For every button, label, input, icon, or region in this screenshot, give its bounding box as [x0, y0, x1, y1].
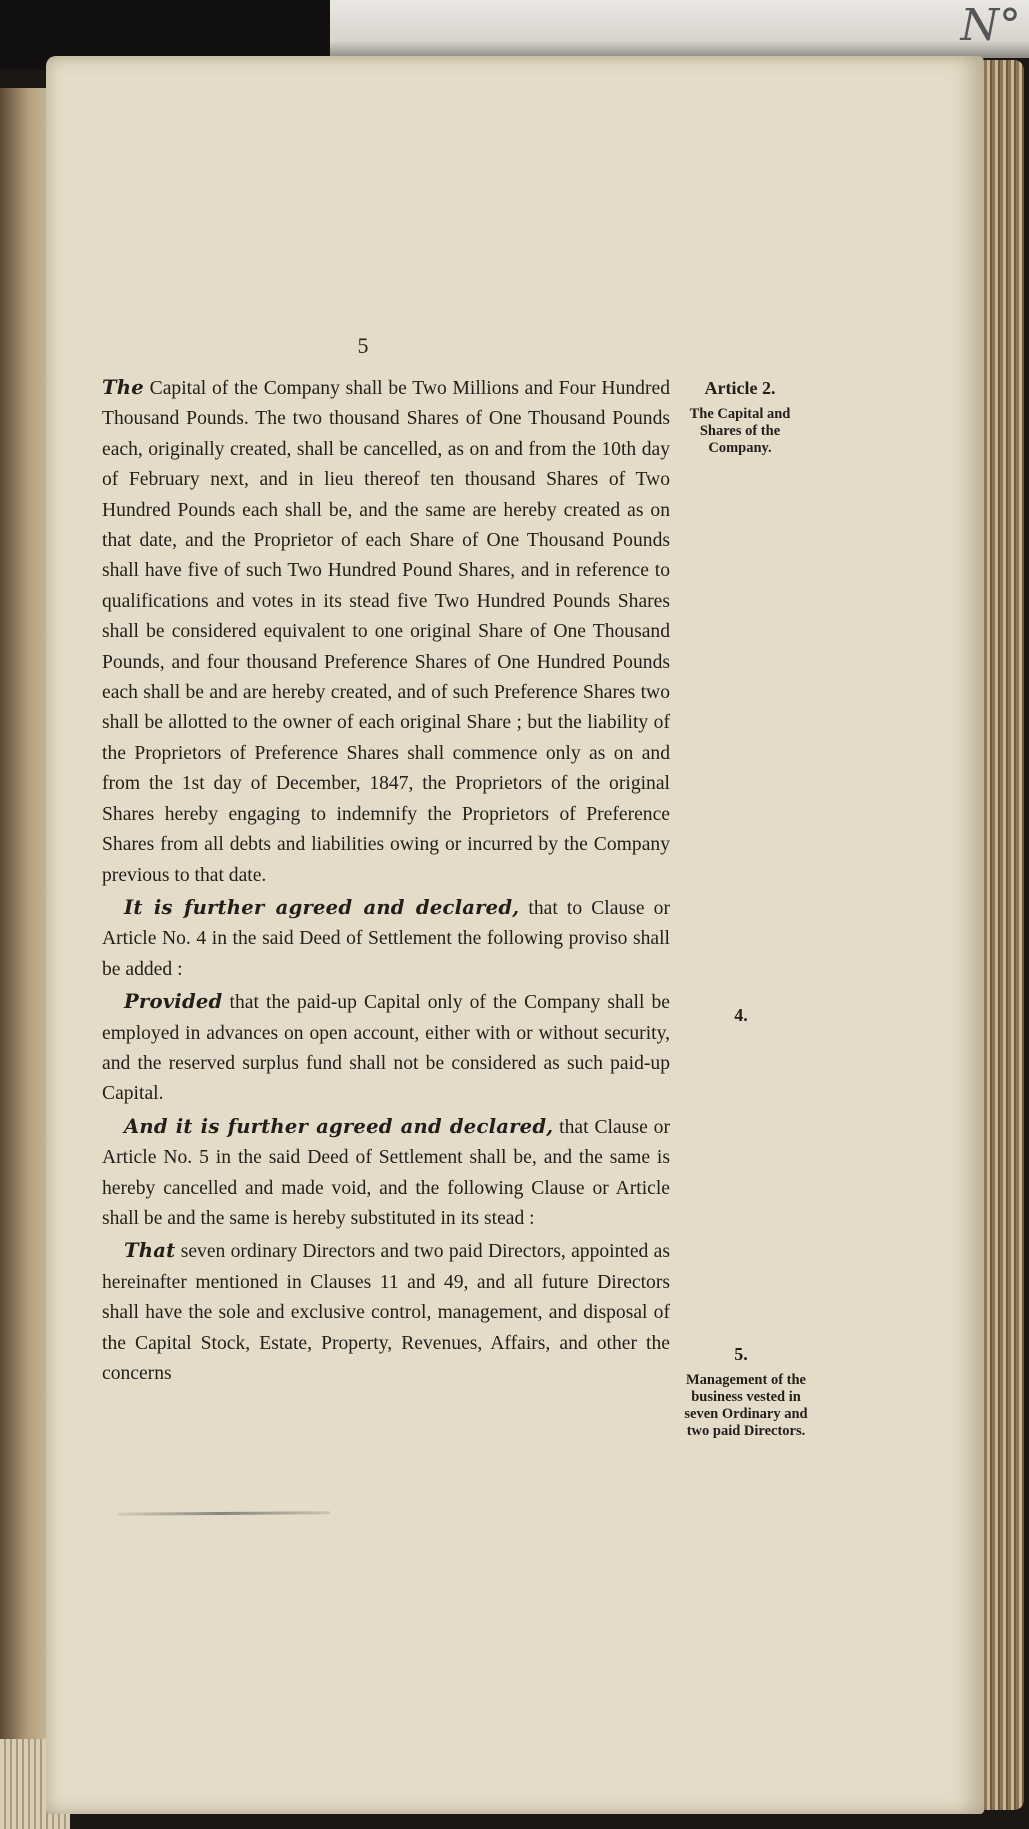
paragraph-text: Capital of the Company shall be Two Millions and Four Hundred Thousand Pounds. The two thousand Shares of One Thousand Pounds each, originally created, shall be cancelled, as on and from the 10th day of February next, and in lieu thereof ten thousand Shares of Two Hundred Pounds each shall be, and the same are hereby created as on that date, and the Proprietor of each Share of One Thousand Pounds shall have five of such Two Hundred Pound Shares, and in reference to qualifications and votes in its stead five Two Hundred Pounds Shares shall be considered equivalent to one original Share of One Thousand Pounds, and four thousand Preference Shares of One Hundred Pounds each shall be and are hereby created, and of such Preference Shares two shall be allotted to the owner of each original Share ; but the liability of the Proprietors of Preference Shares shall commence only as on and from the 1st day of December, 1847, the Proprietors of the original Shares hereby engaging to indemnify the Proprietors of Preference Shares from all debts and liabilities owing or incurred by the Company previous to that date. [102, 378, 670, 886]
margin-note-capital-shares: The Capital and Shares of the Company. [689, 406, 791, 456]
paragraph-lead: That [124, 1239, 176, 1263]
paragraph-lead: The [102, 376, 144, 399]
paragraph-article-4 [102, 893, 670, 985]
paragraph-text: that the paid-up Capital only of the Company shall be employed in advances on open account, either with or without security, and the reserved surplus fund shall not be considered as such paid-up Capital. [102, 992, 670, 1105]
handwritten-number-mark: N° [960, 0, 1021, 51]
paragraph-text: seven ordinary Directors and two paid Directors, appointed as hereinafter mentioned in Clauses 11 and 49, and all future Directors shall have the sole and exclusive control, management, and disposal of the Capital Stock, Estate, Property, Revenues, Affairs, and other the concerns [102, 1241, 670, 1384]
paragraph-text: that Clause or Article No. 5 in the said Deed of Settlement shall be, and the same is hereby cancelled and made void, and the following Clause or Article shall be and the same is hereby substituted in its stead : [102, 1116, 670, 1229]
paragraph-text: that to Clause or Article No. 4 in the said Deed of Settlement the following proviso shall be added : [102, 897, 670, 980]
margin-note-article-2: Article 2. [704, 378, 776, 398]
margin-note-4: 4. [734, 1005, 748, 1025]
paragraph-article-5 [102, 1112, 670, 1235]
paragraph-lead: It is further agreed and declared, [124, 895, 520, 919]
body-text [102, 373, 670, 1389]
paragraph-proviso [102, 987, 670, 1110]
page-number: 5 [357, 333, 369, 358]
margin-note-management: Management of the business vested in seven Ordinary and two paid Directors. [684, 1372, 808, 1439]
paragraph-lead: And it is further agreed and declared, [124, 1114, 554, 1138]
paragraph-lead: Provided [124, 990, 223, 1014]
top-paper-scrap [330, 0, 1029, 58]
paragraph-capital [102, 373, 670, 891]
paragraph-directors [102, 1236, 670, 1389]
margin-note-5: 5. [734, 1344, 748, 1364]
